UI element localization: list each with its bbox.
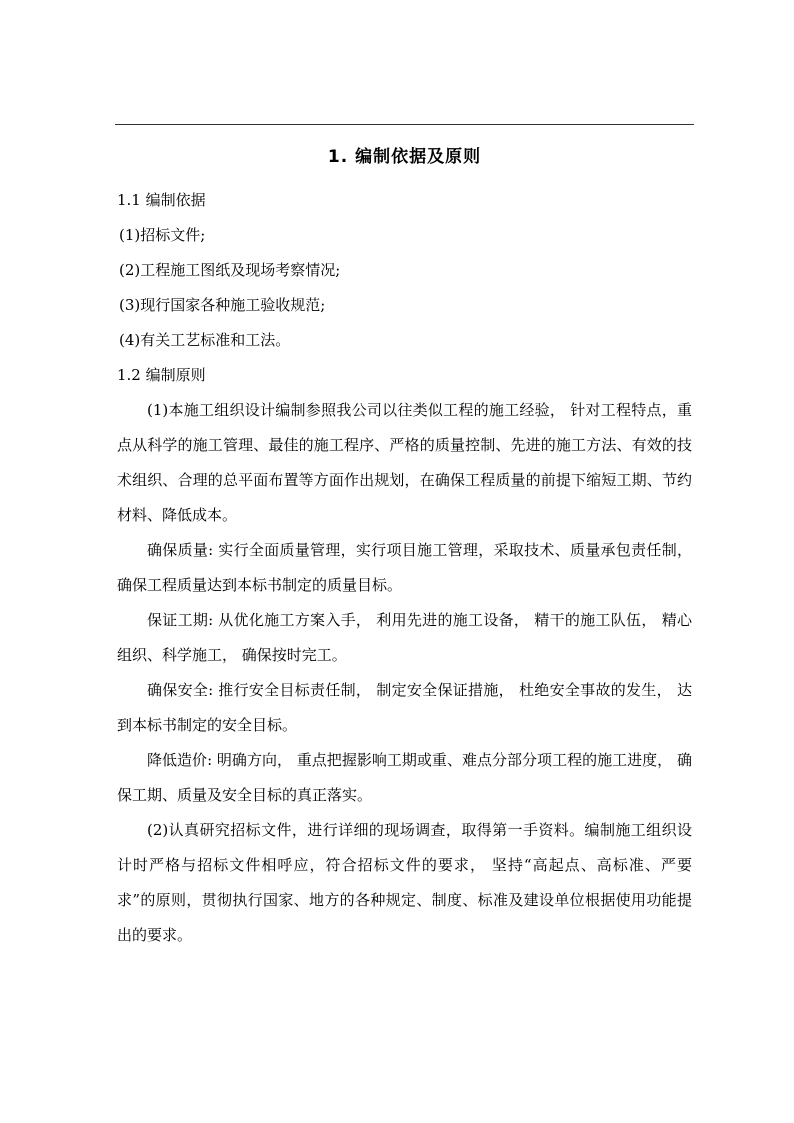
principle-paragraph-1: (1)本施工组织设计编制参照我公司以往类似工程的施工经验， 针对工程特点，重点从科学的施工管理、最佳的施工程序、严格的质量控制、先进的施工方法、有效的技术组织、合理的总平面布置等方面作出规划，在确保工程质量的前提下缩短工期、节约材料、降低成本。 <box>117 401 692 524</box>
principle-paragraph-2: (2)认真研究招标文件，进行详细的现场调查，取得第一手资料。编制施工组织设计时严格与招标文件相呼应，符合招标文件的要求， 坚持“高起点、高标准、严要求”的原则，贯彻执行国家、地方的各种规定、制度、标准及建设单位根据使用功能提出的要求。 <box>117 821 692 944</box>
section-heading-basis: 1.1 编制依据 <box>117 191 206 209</box>
basis-item-1: (1)招标文件; <box>119 226 206 244</box>
basis-item-3: (3)现行国家各种施工验收规范; <box>119 296 326 314</box>
principle-safety-paragraph: 确保安全: 推行安全目标责任制， 制定安全保证措施， 杜绝安全事故的发生， 达到本标书制定的安全目标。 <box>117 681 692 734</box>
page-title: 1. 编制依据及原则 <box>327 147 482 167</box>
principle-schedule-paragraph: 保证工期: 从优化施工方案入手， 利用先进的施工设备， 精干的施工队伍， 精心组织、科学施工， 确保按时完工。 <box>117 611 692 664</box>
header-rule <box>115 124 694 125</box>
basis-item-4: (4)有关工艺标准和工法。 <box>119 331 291 349</box>
document-body <box>117 183 692 953</box>
section-heading-principles: 1.2 编制原则 <box>117 366 206 384</box>
basis-item-2: (2)工程施工图纸及现场考察情况; <box>119 261 341 279</box>
principle-quality-paragraph: 确保质量: 实行全面质量管理，实行项目施工管理，采取技术、质量承包责任制，确保工程质量达到本标书制定的质量目标。 <box>117 541 692 594</box>
principle-cost-paragraph: 降低造价: 明确方向， 重点把握影响工期或重、难点分部分项工程的施工进度， 确保工期、质量及安全目标的真正落实。 <box>117 751 692 804</box>
